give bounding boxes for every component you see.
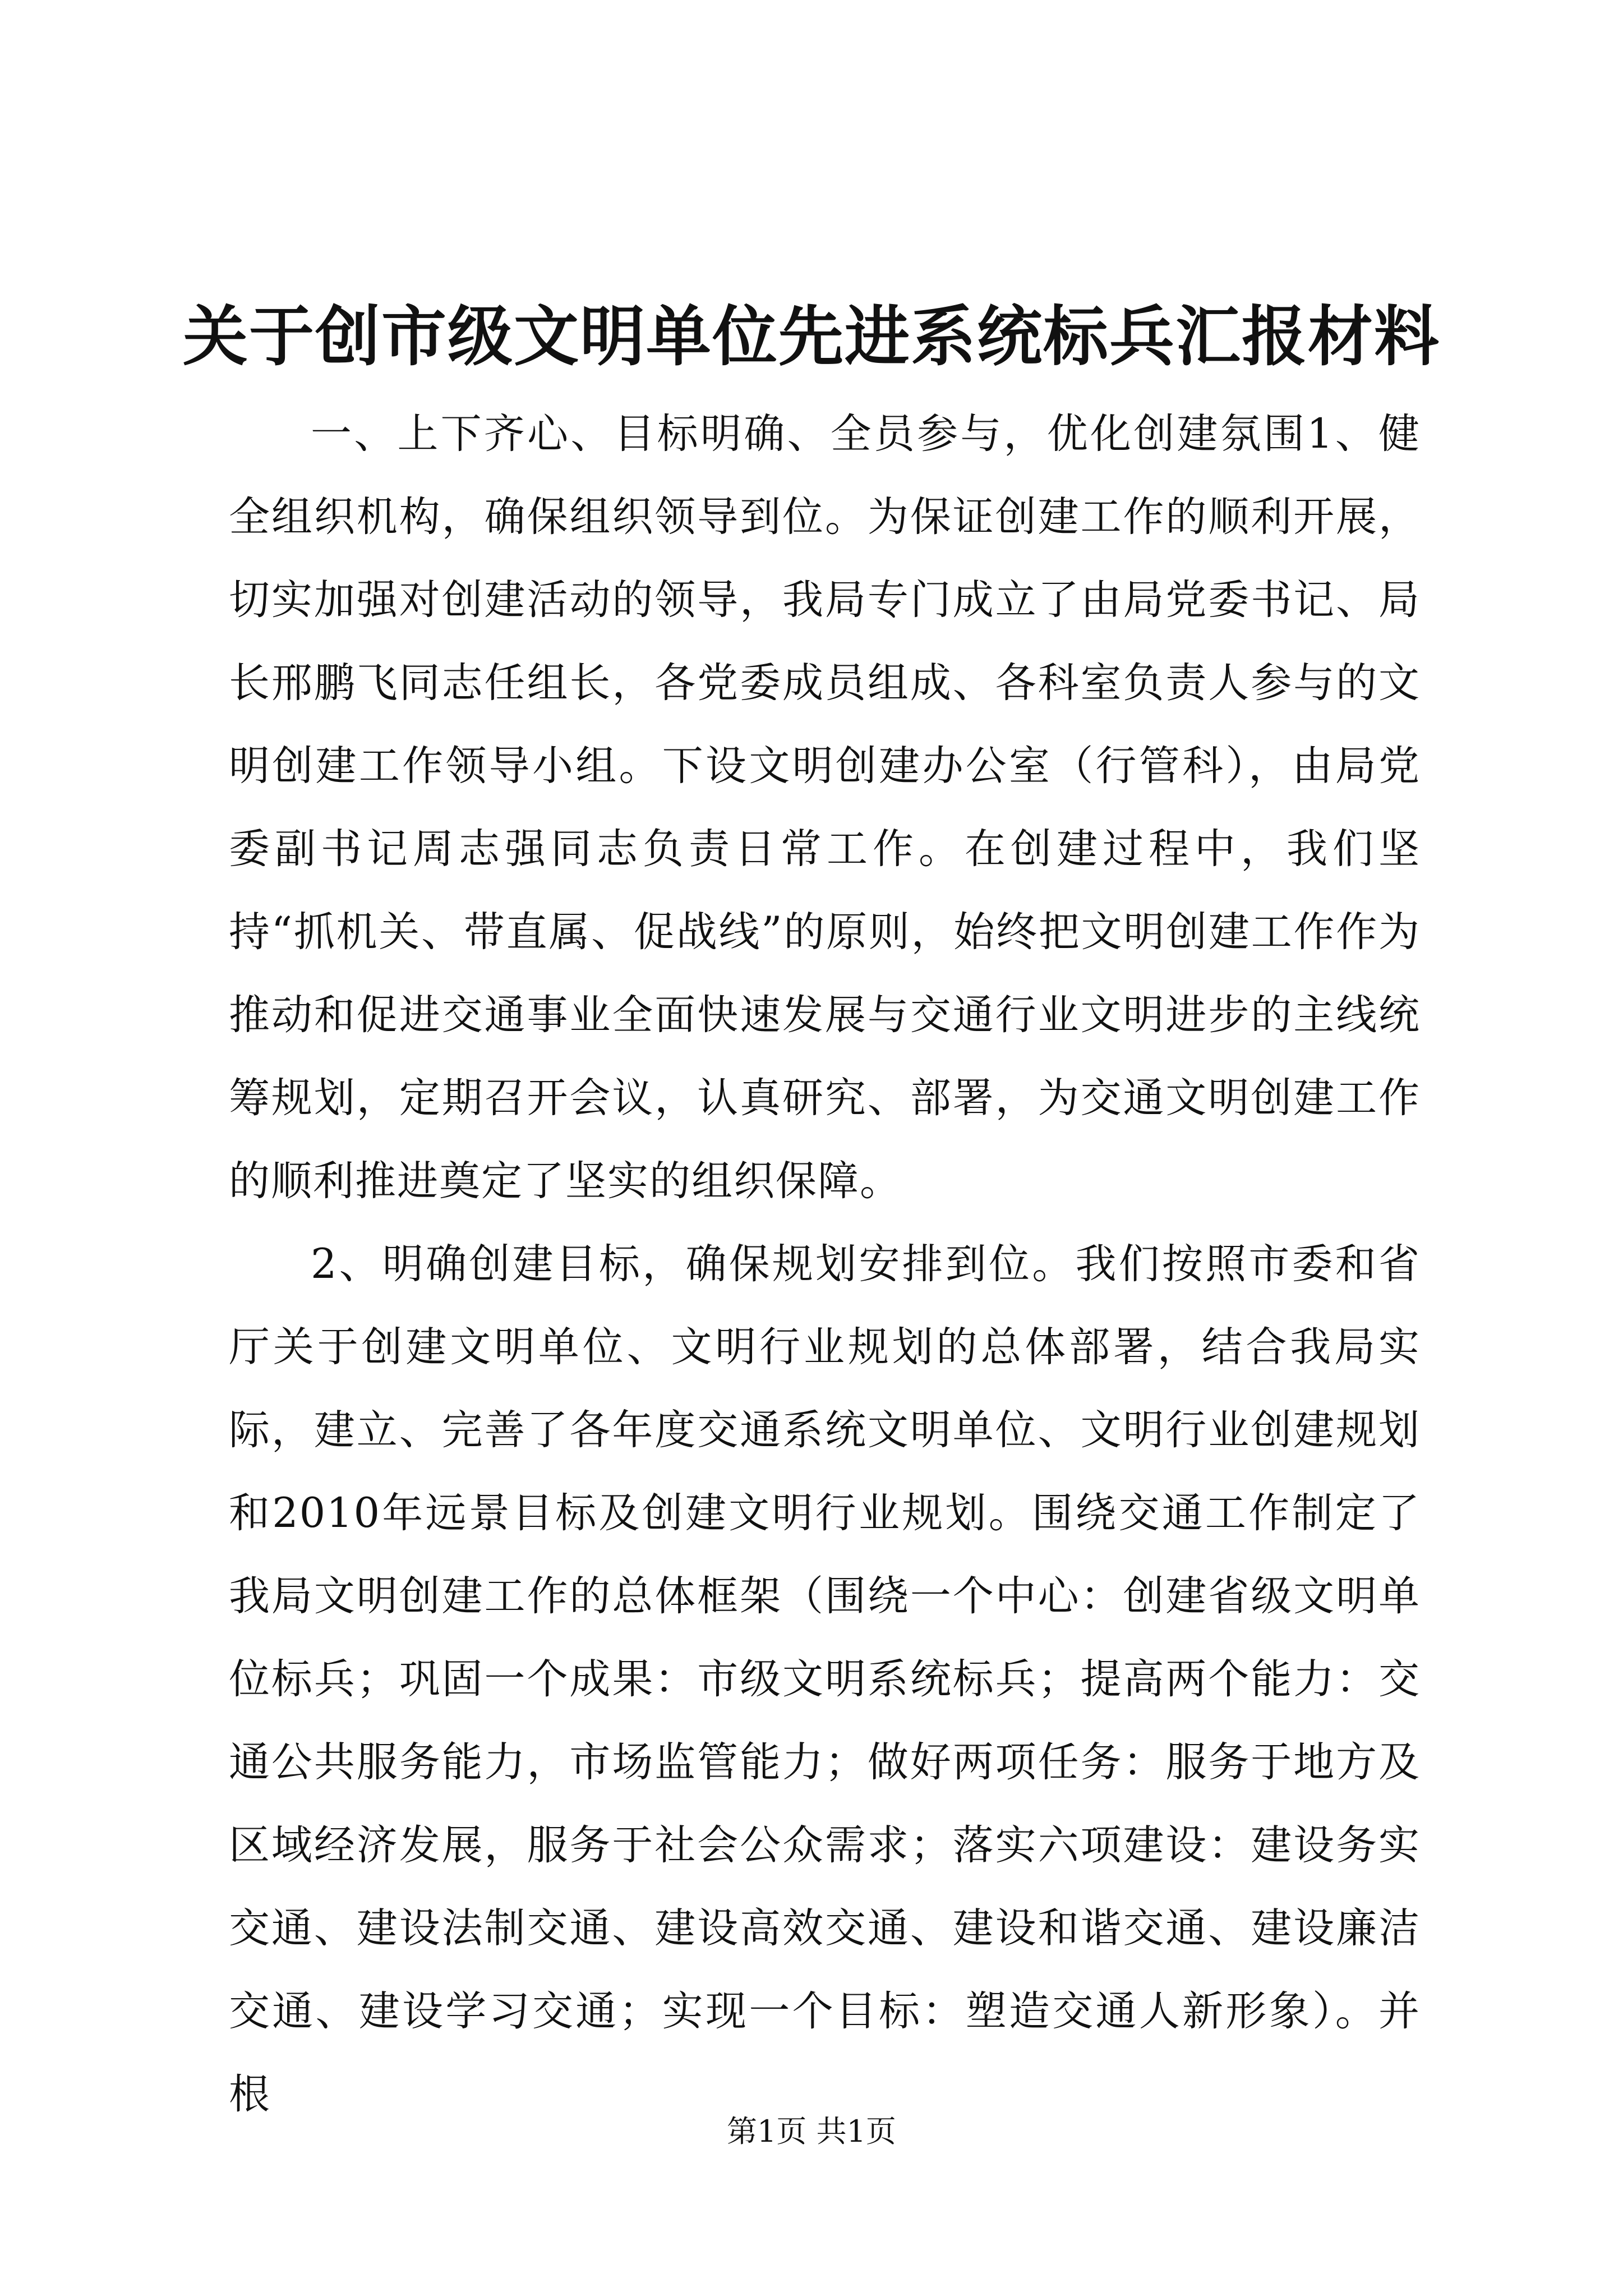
document-title: 关于创市级文明单位先进系统标兵汇报材料 — [183, 298, 1440, 375]
paragraph-2: 2、明确创建目标，确保规划安排到位。我们按照市委和省厅关于创建文明单位、文明行业规划的总体部署，结合我局实际，建立、完善了各年度交通系统文明单位、文明行业创建规划和2010年远景目标及创建文明行业规划。围绕交通工作制定了我局文明创建工作的总体框架（围绕一个中心：创建省级文明单位标兵；巩固一个成果：市级文明系统标兵；提高两个能力：交通公共服务能力，市场监管能力；做好两项任务：服务于地方及区域经济发展，服务于社会公众需求；落实六项建设：建设务实交通、建设法制交通、建设高效交通、建设和谐交通、建设廉洁交通、建设学习交通；实现一个目标：塑造交通人新形象）。并根 — [229, 1240, 1421, 2118]
page-footer: 第1页 共1页 — [727, 2114, 896, 2149]
document-body — [229, 393, 1421, 2136]
paragraph-1: 一、上下齐心、目标明确、全员参与，优化创建氛围1、健全组织机构，确保组织领导到位。为保证创建工作的顺利开展，切实加强对创建活动的领导，我局专门成立了由局党委书记、局长邢鹏飞同志任组长，各党委成员组成、各科室负责人参与的文明创建工作领导小组。下设文明创建办公室（行管科），由局党委副书记周志强同志负责日常工作。在创建过程中，我们坚持“抓机关、带直属、促战线”的原则，始终把文明创建工作作为推动和促进交通事业全面快速发展与交通行业文明进步的主线统筹规划，定期召开会议，认真研究、部署，为交通文明创建工作的顺利推进奠定了坚实的组织保障。 — [229, 410, 1421, 1205]
